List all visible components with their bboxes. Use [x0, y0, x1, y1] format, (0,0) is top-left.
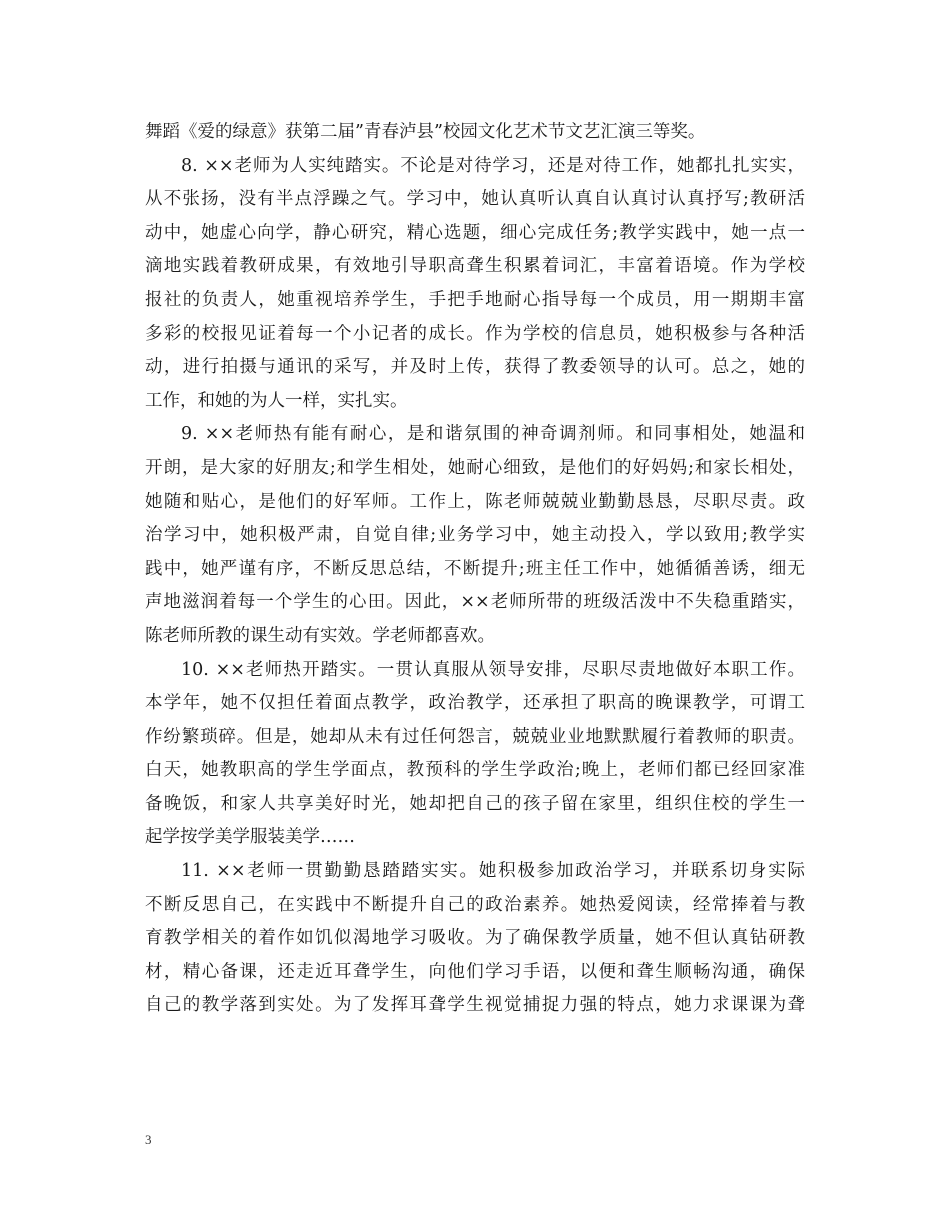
text-line: 她随和贴心，是他们的好军师。工作上，陈老师兢兢业勤勤恳恳，尽职尽责。政	[145, 491, 805, 512]
text-line: 动，进行拍摄与通讯的采写，并及时上传，获得了教委领导的认可。总之，她的	[145, 357, 805, 378]
text-line: 本学年，她不仅担任着面点教学，政治教学，还承担了职高的晚课教学，可谓工	[145, 693, 805, 714]
page-number: 3	[145, 1132, 152, 1147]
text-line: 自己的教学落到实处。为了发挥耳聋学生视觉捕捉力强的特点，她力求课课为聋	[145, 995, 805, 1016]
text-line: 多彩的校报见证着每一个小记者的成长。作为学校的信息员，她积极参与各种活	[145, 323, 805, 344]
text-line: 舞蹈《爱的绿意》获第二届”青春泸县”校园文化艺术节文艺汇演三等奖。	[145, 122, 706, 142]
text-line: 滴地实践着教研成果，有效地引导职高聋生积累着词汇，丰富着语境。作为学校	[145, 256, 805, 277]
text-line: 育教学相关的着作如饥似渴地学习吸收。为了确保教学质量，她不但认真钻研教	[145, 928, 805, 949]
paragraph-11-start: 11. ××老师一贯勤勤恳踏踏实实。她积极参加政治学习，并联系切身实际	[181, 861, 805, 882]
paragraph-8-start: 8. ××老师为人实纯踏实。不论是对待学习，还是对待工作，她都扎扎实实，	[181, 155, 805, 176]
text-line: 从不张扬，没有半点浮躁之气。学习中，她认真听认真自认真讨认真抒写;教研活	[145, 189, 805, 210]
text-line: 开朗，是大家的好朋友;和学生相处，她耐心细致，是他们的好妈妈;和家长相处，	[145, 457, 805, 478]
text-line: 材，精心备课，还走近耳聋学生，向他们学习手语，以便和聋生顺畅沟通，确保	[145, 961, 805, 982]
text-line: 起学按学美学服装美学……	[145, 827, 355, 848]
text-line: 践中，她严谨有序，不断反思总结，不断提升;班主任工作中，她循循善诱，细无	[145, 558, 805, 579]
text-line: 报社的负责人，她重视培养学生，手把手地耐心指导每一个成员，用一期期丰富	[145, 289, 805, 310]
text-line: 陈老师所教的课生动有实效。学老师都喜欢。	[145, 625, 495, 646]
text-line: 动中，她虚心向学，静心研究，精心选题，细心完成任务;教学实践中，她一点一	[145, 222, 805, 243]
text-line: 作纷繁琐碎。但是，她却从未有过任何怨言，兢兢业业地默默履行着教师的职责。	[145, 726, 805, 747]
text-line: 不断反思自己，在实践中不断提升自己的政治素养。她热爱阅读，经常捧着与教	[145, 894, 805, 915]
text-line: 白天，她教职高的学生学面点，教预科的学生学政治;晚上，老师们都已经回家准	[145, 760, 805, 781]
text-line: 治学习中，她积极严肃，自觉自律;业务学习中，她主动投入，学以致用;教学实	[145, 525, 805, 546]
text-line: 工作，和她的为人一样，实扎实。	[145, 390, 408, 411]
text-line: 备晚饭，和家人共享美好时光，她却把自己的孩子留在家里，组织住校的学生一	[145, 793, 805, 814]
paragraph-9-start: 9. ××老师热有能有耐心，是和谐氛围的神奇调剂师。和同事相处，她温和	[181, 424, 805, 445]
body-text	[145, 116, 805, 1023]
text-line: 声地滋润着每一个学生的心田。因此，××老师所带的班级活泼中不失稳重踏实，	[145, 592, 805, 613]
paragraph-10-start: 10. ××老师热开踏实。一贯认真服从领导安排，尽职尽责地做好本职工作。	[181, 659, 805, 680]
